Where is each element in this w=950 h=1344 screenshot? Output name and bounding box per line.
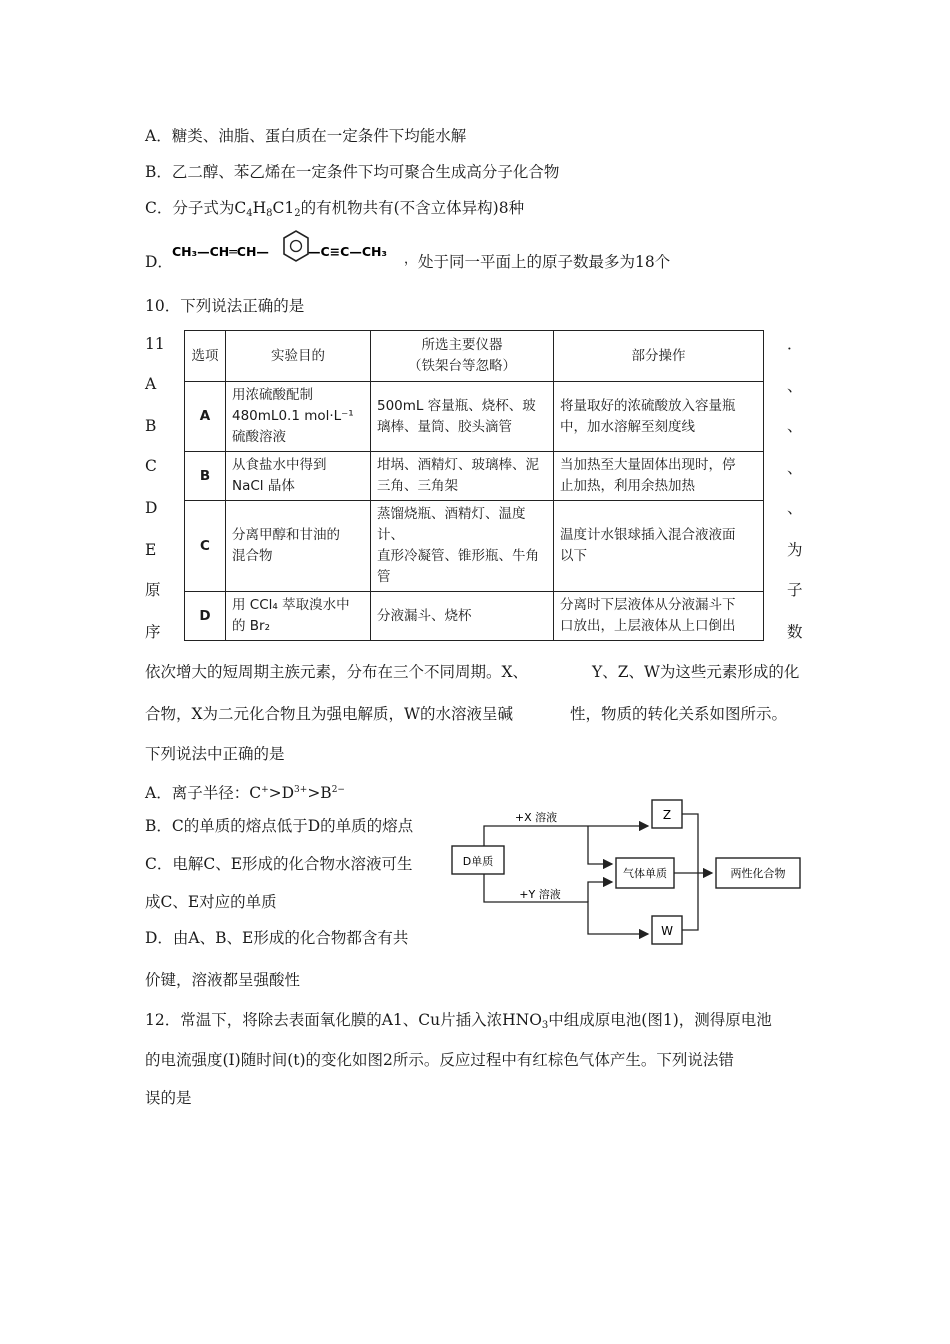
edge-x-label: +X 溶液 <box>514 811 558 824</box>
q11-number: 11 <box>145 335 165 353</box>
header-tools: 所选主要仪器 （铁架台等忽略） <box>371 331 554 382</box>
node-product-label: 两性化合物 <box>730 867 786 880</box>
q11-right-mark: 、 <box>787 459 803 477</box>
q11-option-c-line1: C．电解C、E形成的化合物水溶液可生 <box>145 855 413 873</box>
q11-right-mark: 为 <box>787 541 803 559</box>
row-goal: 从食盐水中得到 NaCl 晶体 <box>226 452 371 501</box>
row-operation: 将量取好的浓硫酸放入容量瓶 中，加水溶解至刻度线 <box>554 382 764 452</box>
row-option: D <box>185 592 226 641</box>
q12-line2: 的电流强度(I)随时间(t)的变化如图2所示。反应过程中有红棕色气体产生。下列说法错 <box>145 1051 734 1069</box>
q11-stem-line2a: 合物，X为二元化合物且为强电解质，W的水溶液呈碱 <box>145 705 513 723</box>
q11-stem-line2b: 性，物质的转化关系如图所示。 <box>570 705 788 723</box>
table-row <box>185 382 764 452</box>
node-z-label: Z <box>662 808 672 822</box>
row-goal: 用 CCl₄ 萃取溴水中 的 Br₂ <box>226 592 371 641</box>
row-tools: 500mL 容量瓶、烧杯、玻 璃棒、量筒、胶头滴管 <box>371 382 554 452</box>
q10-stem: 10．下列说法正确的是 <box>145 297 305 315</box>
header-operation: 部分操作 <box>554 331 764 382</box>
q11-left-letter: E <box>145 541 157 559</box>
node-gas-label: 气体单质 <box>623 867 667 880</box>
row-tools: 坩埚、酒精灯、玻璃棒、泥 三角、三角架 <box>371 452 554 501</box>
q11-option-c-line2: 成C、E对应的单质 <box>145 893 277 911</box>
q11-option-d-line1: D．由A、B、E形成的化合物都含有共 <box>145 929 409 947</box>
q11-right-mark: 、 <box>787 377 803 395</box>
q9-option-d-label: D． <box>145 253 173 271</box>
row-operation: 当加热至大量固体出现时，停 止加热，利用余热加热 <box>554 452 764 501</box>
table-header-row <box>185 331 764 382</box>
q12-line1: 12．常温下，将除去表面氧化膜的A1、Cu片插入浓$HNO_3$中组成原电池(图1)，测得原电池 <box>145 1011 772 1031</box>
q11-left-letter: D <box>145 499 158 517</box>
q11-option-a: A．离子半径：$C^+>D^{3+}>B^{2-}$ <box>145 784 345 802</box>
q11-option-b: B．C的单质的熔点低于D的单质的熔点 <box>145 817 414 835</box>
q11-left-letter: 序 <box>145 623 161 641</box>
row-tools: 蒸馏烧瓶、酒精灯、温度计、 直形冷凝管、锥形瓶、牛角管 <box>371 501 554 592</box>
q11-right-mark: 数 <box>787 623 803 641</box>
row-tools: 分液漏斗、烧杯 <box>371 592 554 641</box>
q11-right-mark: 、 <box>787 417 803 435</box>
row-operation: 分离时下层液体从分液漏斗下 口放出，上层液体从上口倒出 <box>554 592 764 641</box>
structural-formula <box>168 228 416 272</box>
table-row <box>185 592 764 641</box>
formula-comma: ， <box>404 252 418 267</box>
q11-stem-line1a: 依次增大的短周期主族元素，分布在三个不同周期。X、 <box>145 663 529 681</box>
q11-left-letter: 原 <box>145 581 161 599</box>
benzene-ring-icon <box>284 231 308 261</box>
formula-right-text: —C≡C—CH₃ <box>308 244 387 259</box>
edge-y-label: +Y 溶液 <box>519 888 561 901</box>
q9-option-a: A．糖类、油脂、蛋白质在一定条件下均能水解 <box>145 127 467 145</box>
q9-option-d-text: 处于同一平面上的原子数最多为18个 <box>418 253 671 271</box>
table-row <box>185 452 764 501</box>
q11-right-mark: 子 <box>787 581 803 599</box>
row-operation: 温度计水银球插入混合液液面 以下 <box>554 501 764 592</box>
header-option: 选项 <box>185 331 226 382</box>
transformation-diagram <box>448 790 808 950</box>
q9-option-c: C．分子式为$C_4H_8C1_2$的有机物共有(不含立体异构)8种 <box>145 199 525 219</box>
q11-left-letter: C <box>145 457 157 475</box>
q12-line3: 误的是 <box>145 1089 192 1107</box>
row-goal: 分离甲醇和甘油的 混合物 <box>226 501 371 592</box>
node-d-label: D单质 <box>462 855 494 868</box>
q11-stem-line3: 下列说法中正确的是 <box>145 745 285 763</box>
node-w-label: W <box>661 924 673 938</box>
formula-left-text: CH₃—CH═CH— <box>172 244 269 259</box>
q11-stem-line1b: Y、Z、W为这些元素形成的化 <box>592 663 800 681</box>
q11-left-letter: B <box>145 417 157 435</box>
q11-right-mark: ． <box>787 335 803 353</box>
row-option: C <box>185 501 226 592</box>
row-option: A <box>185 382 226 452</box>
header-goal: 实验目的 <box>226 331 371 382</box>
q11-left-letter: A <box>145 375 157 393</box>
table-row <box>185 501 764 592</box>
experiment-table <box>184 330 764 641</box>
row-goal: 用浓硫酸配制 480mL0.1 mol·L⁻¹ 硫酸溶液 <box>226 382 371 452</box>
q11-right-mark: 、 <box>787 499 803 517</box>
row-option: B <box>185 452 226 501</box>
q11-option-d-line2: 价键，溶液都呈强酸性 <box>145 971 301 989</box>
q9-option-b: B．乙二醇、苯乙烯在一定条件下均可聚合生成高分子化合物 <box>145 163 560 181</box>
